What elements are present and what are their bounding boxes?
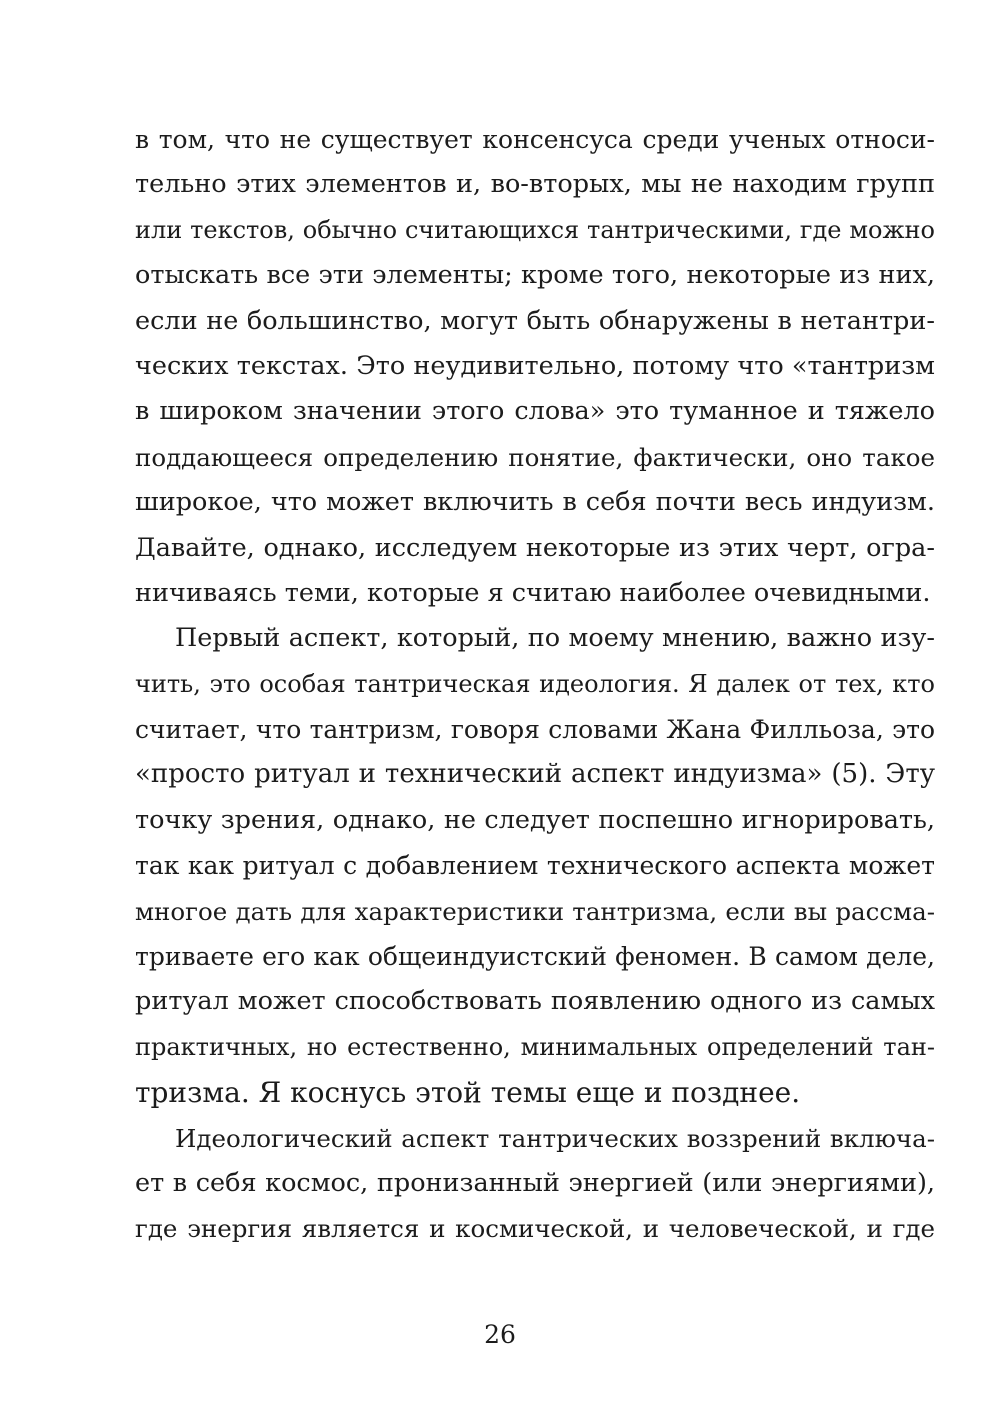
text-line: тельно этих элементов и, во-вторых, мы не находим групп	[135, 169, 935, 200]
text-line: ет в себя космос, пронизанный энергией (или энергиями),	[135, 1167, 935, 1198]
text-line: в том, что не существует консенсуса среди ученых относи-	[135, 125, 935, 154]
text-line: «просто ритуал и технический аспект индуизма» (5). Эту	[135, 759, 935, 790]
text-line: широкое, что может включить в себя почти весь индуизм.	[135, 487, 935, 518]
text-line: в широком значении этого слова» это туманное и тяжело	[135, 396, 935, 427]
text-line: поддающееся определению понятие, фактически, оно такое	[135, 442, 935, 472]
text-line: практичных, но естественно, минимальных определений тан-	[135, 1032, 935, 1061]
page-number: 26	[484, 1320, 516, 1349]
text-line: многое дать для характеристики тантризма, если вы рассма-	[135, 896, 935, 926]
text-line: где энергия является и космической, и человеческой, и где	[135, 1214, 935, 1244]
paragraph-first-line: Идеологический аспект тантрических воззрений включа-	[175, 1123, 935, 1153]
text-line: Давайте, однако, исследуем некоторые из этих черт, огра-	[135, 532, 935, 563]
text-line: ческих текстах. Это неудивительно, потому что «тантризм	[135, 350, 935, 381]
text-line: так как ритуал с добавлением технического аспекта может	[135, 851, 935, 881]
paragraph-first-line: Первый аспект, который, по моему мнению, важно изу-	[175, 623, 935, 654]
text-line: чить, это особая тантрическая идеология. Я далек от тех, кто	[135, 669, 935, 698]
text-line: если не большинство, могут быть обнаружены в нетантри-	[135, 305, 935, 336]
text-line: считает, что тантризм, говоря словами Жана Филльоза, это	[135, 715, 935, 745]
text-line: тризма. Я коснусь этой темы еще и позднее.	[135, 1076, 801, 1110]
text-line: или текстов, обычно считающихся тантрическими, где можно	[135, 215, 935, 244]
text-line: триваете его как общеиндуистский феномен. В самом деле,	[135, 942, 935, 972]
text-line: ритуал может способствовать появлению одного из самых	[135, 986, 935, 1017]
body-text	[135, 117, 935, 1252]
text-line: точку зрения, однако, не следует поспешно игнорировать,	[135, 804, 935, 835]
text-line: отыскать все эти элементы; кроме того, некоторые из них,	[135, 260, 935, 291]
text-line: ничиваясь теми, которые я считаю наиболее очевидными.	[135, 577, 931, 608]
